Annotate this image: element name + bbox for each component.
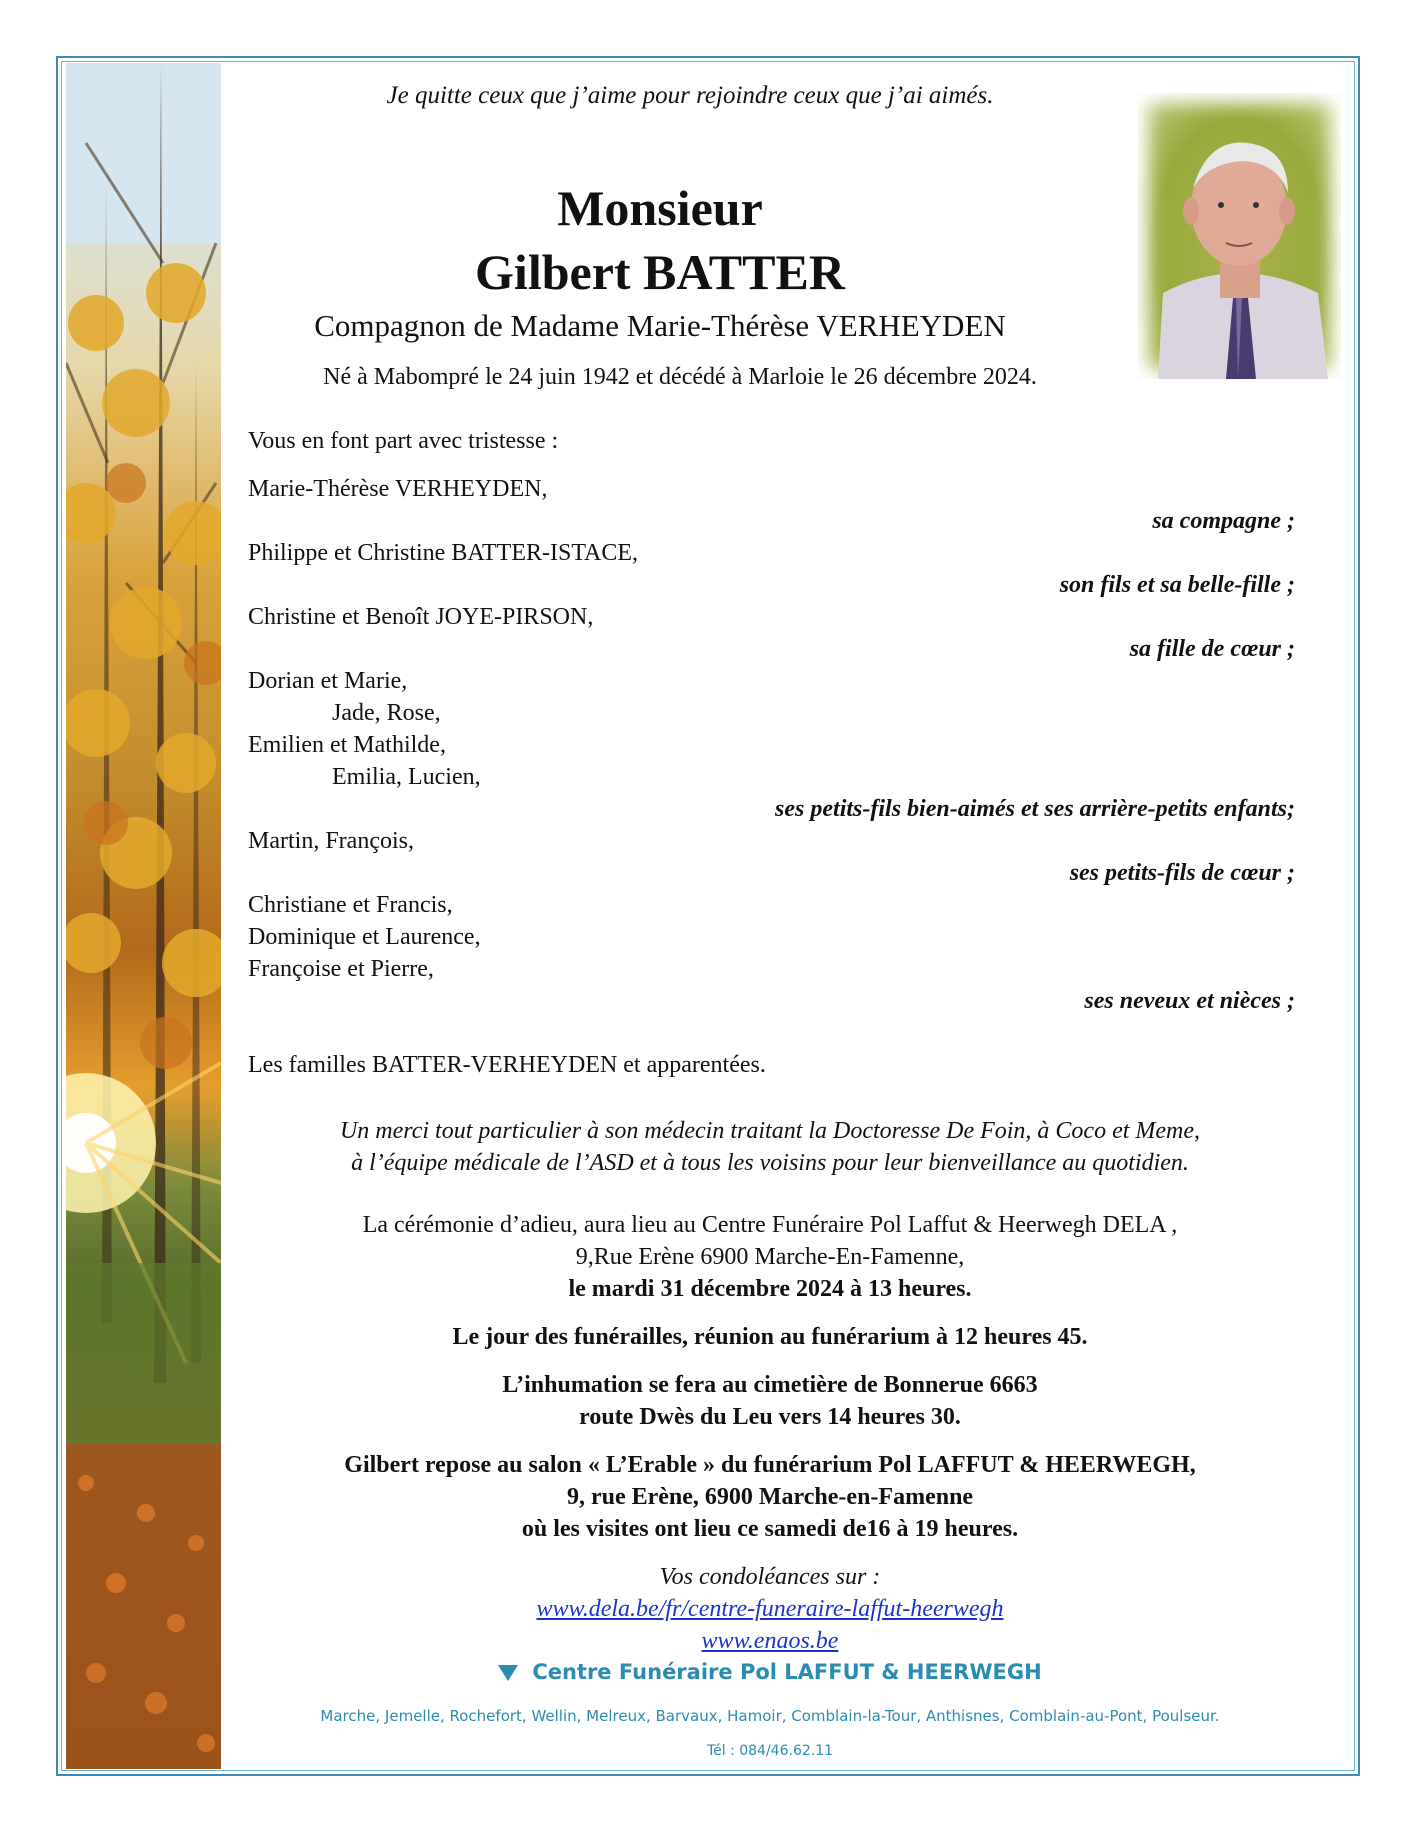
mourner-jade: Jade, Rose, — [332, 700, 441, 726]
ceremony-date: le mardi 31 décembre 2024 à 13 heures. — [568, 1276, 972, 1302]
relation-companion: sa compagne ; — [1152, 508, 1295, 534]
triangle-icon — [498, 1665, 518, 1681]
condolences-link-dela[interactable]: www.dela.be/fr/centre-funeraire-laffut-heerwegh — [536, 1596, 1004, 1622]
intro-text: Vous en font part avec tristesse : — [248, 428, 559, 454]
mourner-joye-pirson: Christine et Benoît JOYE-PIRSON, — [248, 604, 594, 630]
mourner-christiane: Christiane et Francis, — [248, 892, 453, 918]
mourner-verheyden: Marie-Thérèse VERHEYDEN, — [248, 476, 548, 502]
funeral-home-towns: Marche, Jemelle, Rochefort, Wellin, Melreux, Barvaux, Hamoir, Comblain-la-Tour, Anthisnes, Comblain-au-Pont, Poulseur. — [320, 1707, 1220, 1725]
rest-line-1: Gilbert repose au salon « L’Erable » du funérarium Pol LAFFUT & HEERWEGH, — [344, 1452, 1196, 1478]
honorific: Monsieur — [557, 180, 763, 236]
gathering-line: Le jour des funérailles, réunion au funérarium à 12 heures 45. — [452, 1324, 1088, 1350]
funeral-home-phone: Tél : 084/46.62.11 — [706, 1743, 834, 1759]
mourner-emilia: Emilia, Lucien, — [332, 764, 481, 790]
relation-grandsons-of-heart: ses petits-fils de cœur ; — [1069, 860, 1295, 886]
mourner-batter-istace: Philippe et Christine BATTER-ISTACE, — [248, 540, 639, 566]
relation-daughter-of-heart: sa fille de cœur ; — [1129, 636, 1295, 662]
condolences-link-enaos[interactable]: www.enaos.be — [701, 1628, 839, 1654]
rest-line-2: 9, rue Erène, 6900 Marche-en-Famenne — [566, 1484, 974, 1510]
autumn-photo-strip — [66, 63, 221, 1769]
rest-line-3: où les visites ont lieu ce samedi de16 à 19 heures. — [521, 1516, 1019, 1542]
mourner-dorian: Dorian et Marie, — [248, 668, 408, 694]
burial-line-1: L’inhumation se fera au cimetière de Bonnerue 6663 — [502, 1372, 1038, 1398]
burial-line-2: route Dwès du Leu vers 14 heures 30. — [579, 1404, 961, 1430]
relation-son: son fils et sa belle-fille ; — [1059, 572, 1295, 598]
mourner-martin: Martin, François, — [248, 828, 414, 854]
relation-nephews: ses neveux et nièces ; — [1084, 988, 1295, 1014]
funeral-home-name: Centre Funéraire Pol LAFFUT & HEERWEGH — [532, 1660, 1042, 1684]
birth-death-line: Né à Mabompré le 24 juin 1942 et décédé à Marloie le 26 décembre 2024. — [323, 364, 1037, 390]
mourner-dominique: Dominique et Laurence, — [248, 924, 481, 950]
thanks-line-1: Un merci tout particulier à son médecin traitant la Doctoresse De Foin, à Coco et Meme, — [339, 1118, 1201, 1144]
mourner-emilien: Emilien et Mathilde, — [248, 732, 446, 758]
thanks-line-2: à l’équipe médicale de l’ASD et à tous les voisins pour leur bienveillance au quotidien. — [351, 1150, 1189, 1176]
families-line: Les familles BATTER-VERHEYDEN et apparentées. — [248, 1052, 766, 1078]
opening-quote: Je quitte ceux que j’aime pour rejoindre ceux que j’ai aimés. — [386, 82, 994, 109]
funeral-home-brand — [240, 1660, 1300, 1684]
partner-line: Compagnon de Madame Marie-Thérèse VERHEYDEN — [314, 308, 1006, 343]
mourner-francoise: Françoise et Pierre, — [248, 956, 434, 982]
portrait-photo — [1138, 93, 1341, 379]
relation-grandchildren: ses petits-fils bien-aimés et ses arrière-petits enfants; — [775, 796, 1295, 822]
deceased-name: Gilbert BATTER — [475, 244, 845, 300]
condolences-label: Vos condoléances sur : — [659, 1564, 881, 1590]
ceremony-line-1: La cérémonie d’adieu, aura lieu au Centre Funéraire Pol Laffut & Heerwegh DELA , — [362, 1212, 1178, 1238]
ceremony-line-2: 9,Rue Erène 6900 Marche-En-Famenne, — [575, 1244, 965, 1270]
